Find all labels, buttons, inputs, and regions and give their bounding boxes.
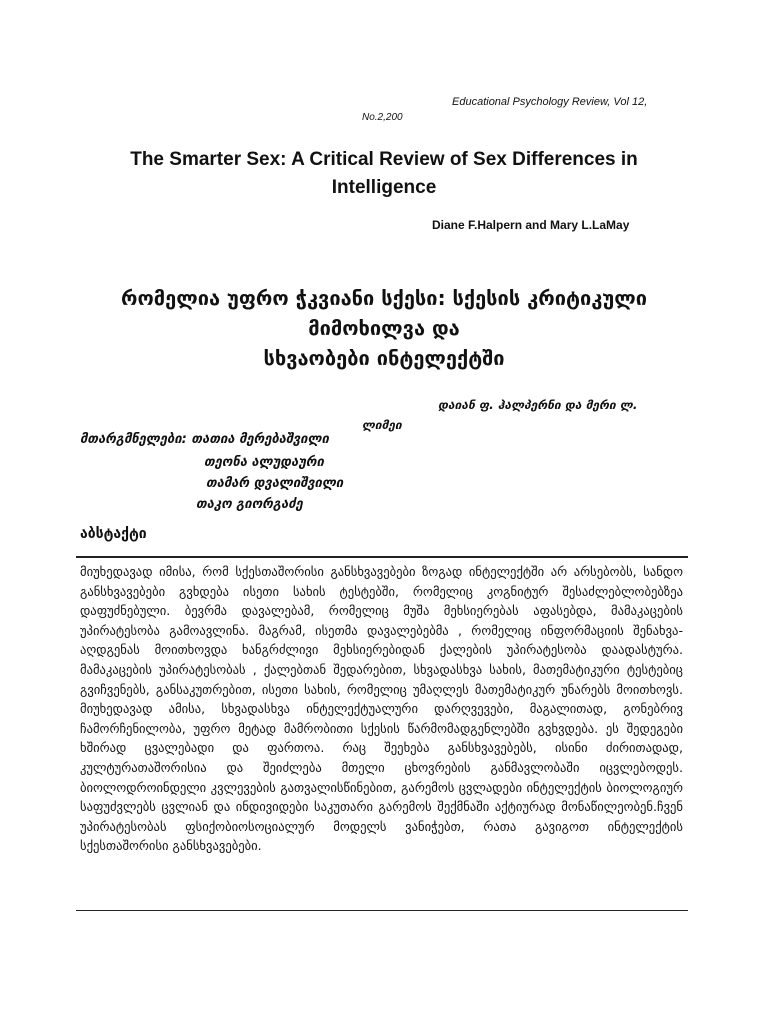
translator-name: თეონა ალუდაური [204,455,324,470]
abstract-heading: აბსტაქტი [80,526,147,542]
georgian-authors: დაიან ფ. ჰალპერნი და მერი ლ. [438,398,638,412]
georgian-title-line: მიმოხილვა და [308,316,460,340]
abstract-bottom-divider [76,910,688,911]
georgian-title-line: სხვაობები ინტელექტში [263,346,505,370]
translator-name: თამარ დვალიშვილი [206,476,344,491]
english-authors: Diane F.Halpern and Mary L.LaMay [432,218,630,232]
journal-citation: Educational Psychology Review, Vol 12, [452,96,648,108]
abstract-body: მიუხედავად იმისა, რომ სქესთაშორისი განსხვავებები ზოგად ინტელექტში არ არსებობს, სანდო განსხვავებები გვხდება ისეთი სახის ტესტებში, რომელიც კოგნიტურ შესაძლებლობებზეა დაფუძნებული. ბევრმა დავალებამ, რომელიც მუშა მეხსიერებას აფასებდა, მამაკაცების უპირატესობა გამოავლინა. მაგრამ, ისეთმა დავალებებმა , რომელიც ინფორმაციის შენახვა-აღდგენას მოითხოვდა ხანგრძლივი მეხსიერებიდან ქალების უპირატესობა დაადასტურა. მამაკაცების უპირატესობას , ქალებთან შედარებით, სხვადასხვა სახის, მათემატიკური ტესტებიც გვიჩვენებს, განსაკუთრებით, ისეთი სახის, რომელიც უმაღლეს მათემატიკურ უნარებს მოითხოვს. მიუხედავად ამისა, სხვადასხვა ინტელექტუალური დარღვევები, მაგალითად, გონებრივ ჩამორჩენილობა, უფრო მეტად მამრობითი სქესის წარმომადგენლებში გვხვდება. ეს შედეგები ხშირად ცვალებადი და ფართოა. რაც შეეხება განსხვავებებს, ისინი ძირითადად, კულტურათაშორისია და შეიძლება მთელი ცხოვრების განმავლობაში იცვლებოდეს. ბიოლოდროინდელი კვლევების გათვალისწინებით, გარემოს ცვლადები ინტელექტის ბიოლოგიურ საფუძვლებს ცვლიან და ინდივიდები საკუთარი გარემოს შექმნაში აქტიურად მონაწილეობენ.ჩვენ უპირატესობას ფსიქობიოსოციალურ მოდელს ვანიჭებთ, რათა გავიგოთ ინტელექტის სქესთაშორისი განსხვავებები. [80,564,683,854]
georgian-title-line: რომელია უფრო ჭკვიანი სქესი: სქესის კრიტიკული [121,286,647,310]
translators-label: მთარგმნელები: თათია მერებაშვილი [80,432,329,447]
abstract-top-divider [76,556,688,558]
translator-name: თაკო გიორგაძე [196,497,303,512]
english-title: The Smarter Sex: A Critical Review of Sex Differences in Intelligence [130,149,638,198]
georgian-title [80,283,688,373]
georgian-authors-continued: ლიმეი [362,418,402,432]
journal-issue: No.2,200 [362,112,403,123]
